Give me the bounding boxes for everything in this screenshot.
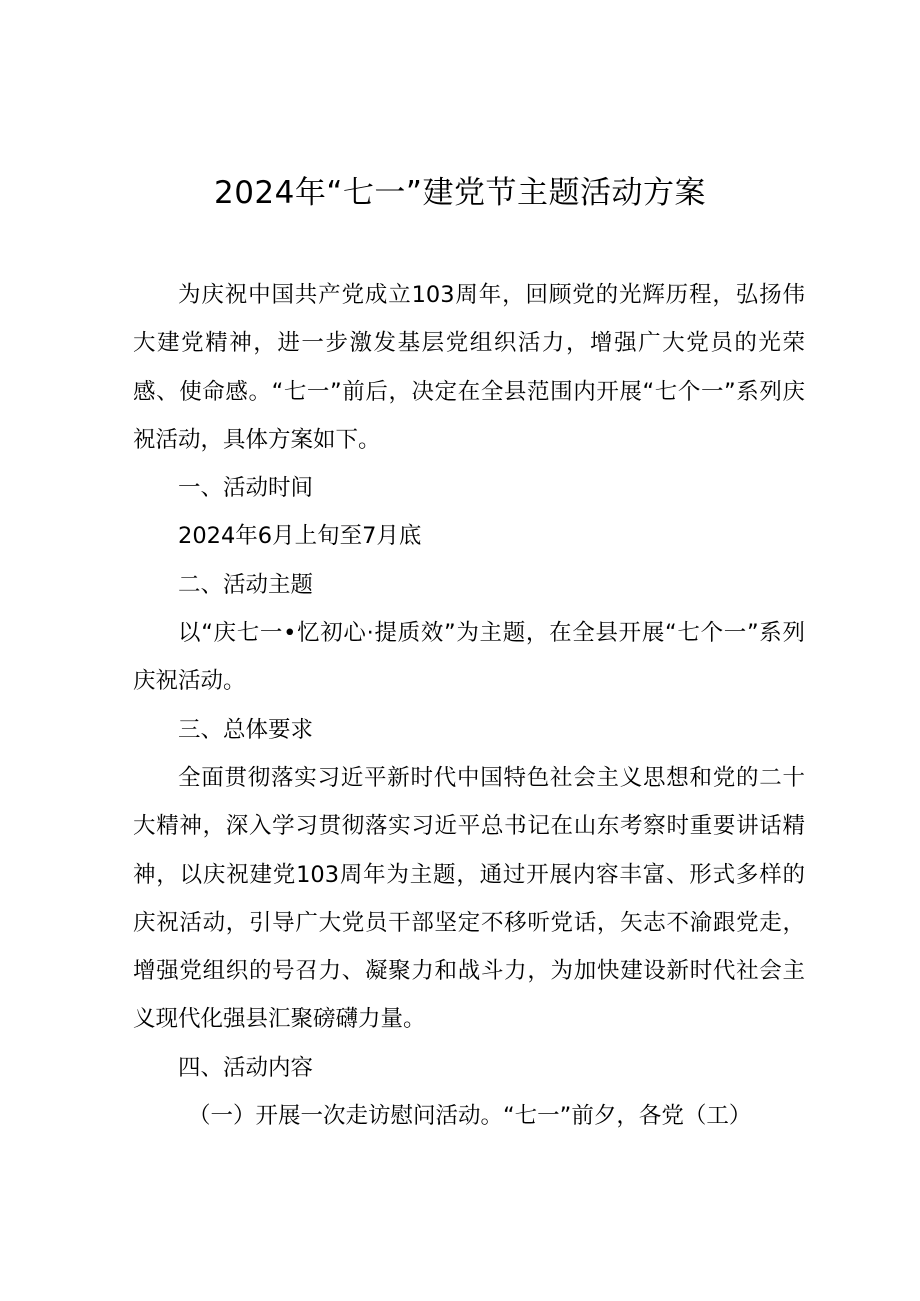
section-heading-time: 一、活动时间: [178, 475, 314, 502]
document-title: 2024年“七一”建党节主题活动方案: [213, 175, 706, 211]
section-heading-theme: 二、活动主题: [178, 571, 314, 598]
document-body: [133, 271, 805, 1140]
section-item-visit: （一）开展一次走访慰问活动。“七一”前夕，各党（工）: [188, 1103, 752, 1130]
section-heading-content: 四、活动内容: [178, 1054, 314, 1081]
intro-paragraph: 为庆祝中国共产党成立103周年，回顾党的光辉历程，弘扬伟大建党精神，进一步激发基层党组织活力，增强广大党员的光荣感、使命感。“七一”前后，决定在全县范围内开展“七个一”系列庆祝活动，具体方案如下。: [133, 282, 805, 453]
section-text-theme: 以“庆七一•忆初心·提质效”为主题，在全县开展“七个一”系列庆祝活动。: [133, 620, 805, 695]
section-heading-requirements: 三、总体要求: [178, 716, 314, 743]
section-text-time: 2024年6月上旬至7月底: [178, 523, 422, 550]
section-text-requirements: 全面贯彻落实习近平新时代中国特色社会主义思想和党的二十大精神，深入学习贯彻落实习近平总书记在山东考察时重要讲话精神，以庆祝建党103周年为主题，通过开展内容丰富、形式多样的庆祝活动，引导广大党员干部坚定不移听党话，矢志不渝跟党走，增强党组织的号召力、凝聚力和战斗力，为加快建设新时代社会主义现代化强县汇聚磅礴力量。: [133, 764, 805, 1033]
